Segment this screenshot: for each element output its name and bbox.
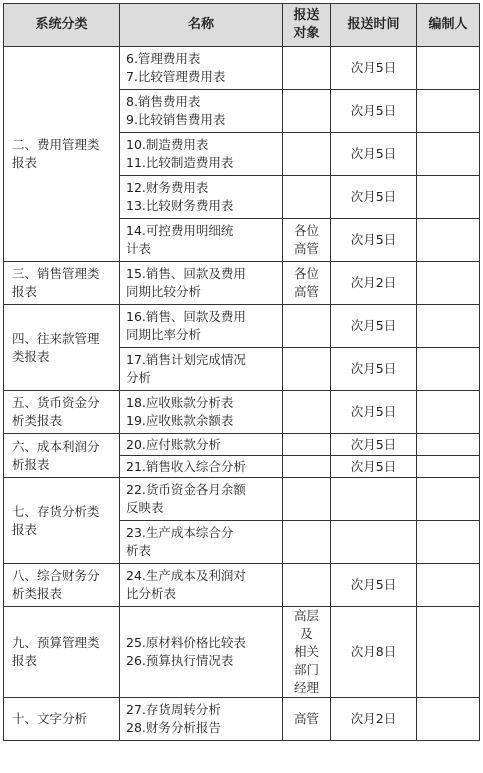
- text-line: 次月2日: [350, 711, 397, 726]
- text-line: 20.应付账款分析: [126, 436, 221, 452]
- text-line: 析类报表: [12, 586, 63, 601]
- text-line: 25.原材料价格比较表: [126, 635, 246, 650]
- time-cell: [331, 607, 417, 698]
- text-line: 同期比较分析: [126, 284, 202, 299]
- time-cell: [331, 219, 417, 262]
- text-line: 17.销售计划完成情况: [126, 352, 246, 367]
- time-cell: [331, 348, 417, 391]
- header-editor: [417, 4, 480, 47]
- name-cell: [120, 607, 283, 698]
- text-line: 次月5日: [350, 577, 397, 592]
- text-line: 二、费用管理类: [12, 137, 100, 152]
- time-cell: [331, 456, 417, 478]
- text-line: 14.可控费用明细统: [126, 223, 234, 238]
- text-line: 各位: [293, 266, 319, 281]
- editor-cell: [417, 348, 480, 391]
- text-line: 18.应收账款分析表: [126, 395, 234, 410]
- text-line: 三、销售管理类: [12, 266, 100, 281]
- editor-cell: [417, 305, 480, 348]
- name-cell: [120, 90, 283, 133]
- text-line: 次月5日: [350, 232, 397, 247]
- text-line: 次月5日: [350, 436, 397, 452]
- text-line: 析报表: [12, 456, 50, 472]
- text-line: 报表: [12, 653, 38, 668]
- name-cell: [120, 219, 283, 262]
- time-cell: [331, 478, 417, 521]
- target-cell: [283, 176, 331, 219]
- name-cell: [120, 262, 283, 305]
- text-line: 部门: [293, 662, 319, 677]
- text-line: 19.应收账款余额表: [126, 413, 234, 428]
- category-cell: [4, 305, 120, 391]
- editor-cell: [417, 47, 480, 90]
- text-line: 高管: [293, 284, 319, 299]
- time-cell: [331, 305, 417, 348]
- editor-cell: [417, 456, 480, 478]
- name-cell: [120, 434, 283, 456]
- text-line: 6.管理费用表: [126, 51, 201, 66]
- target-cell: [283, 391, 331, 434]
- editor-cell: [417, 133, 480, 176]
- text-line: 六、成本利润分: [12, 438, 100, 454]
- header-category: [4, 4, 120, 47]
- editor-cell: [417, 391, 480, 434]
- target-cell: [283, 90, 331, 133]
- category-cell: [4, 391, 120, 434]
- text-line: 十、文字分析: [12, 711, 88, 726]
- target-cell: [283, 698, 331, 741]
- text-line: 报表: [12, 521, 38, 537]
- name-cell: [120, 521, 283, 564]
- editor-cell: [417, 90, 480, 133]
- table-row: [4, 391, 480, 434]
- time-cell: [331, 521, 417, 564]
- time-cell: [331, 434, 417, 456]
- text-line: 12.财务费用表: [126, 180, 209, 195]
- text-line: 次月5日: [350, 60, 397, 75]
- text-line: 名称: [187, 17, 214, 32]
- target-cell: [283, 456, 331, 478]
- header-name: [120, 4, 283, 47]
- text-line: 对象: [293, 26, 320, 41]
- table-row: [4, 262, 480, 305]
- category-cell: [4, 698, 120, 741]
- name-cell: [120, 564, 283, 607]
- table-row: [4, 47, 480, 90]
- text-line: 比分析表: [126, 586, 177, 601]
- text-line: 反映表: [126, 500, 164, 515]
- text-line: 次月2日: [350, 275, 397, 290]
- time-cell: [331, 47, 417, 90]
- category-cell: [4, 47, 120, 262]
- text-line: 报表: [12, 155, 38, 170]
- time-cell: [331, 133, 417, 176]
- text-line: 26.预算执行情况表: [126, 653, 234, 668]
- text-line: 计表: [126, 241, 152, 256]
- category-cell: [4, 262, 120, 305]
- editor-cell: [417, 262, 480, 305]
- text-line: 次月8日: [350, 644, 397, 659]
- header-row: [4, 4, 480, 47]
- text-line: 类报表: [12, 348, 50, 364]
- target-cell: [283, 47, 331, 90]
- time-cell: [331, 698, 417, 741]
- table-body: [4, 47, 480, 741]
- name-cell: [120, 133, 283, 176]
- text-line: 次月5日: [350, 318, 397, 333]
- editor-cell: [417, 434, 480, 456]
- text-line: 八、综合财务分: [12, 568, 100, 583]
- table-row: [4, 564, 480, 607]
- text-line: 次月5日: [350, 458, 397, 474]
- text-line: 编制人: [428, 17, 468, 32]
- editor-cell: [417, 698, 480, 741]
- target-cell: [283, 521, 331, 564]
- text-line: 同期比率分析: [126, 327, 202, 342]
- category-cell: [4, 434, 120, 478]
- time-cell: [331, 176, 417, 219]
- editor-cell: [417, 478, 480, 521]
- text-line: 报表: [12, 284, 38, 299]
- text-line: 经理: [293, 680, 319, 695]
- text-line: 13.比较财务费用表: [126, 198, 234, 213]
- text-line: 七、存货分析类: [12, 503, 100, 519]
- category-cell: [4, 564, 120, 607]
- text-line: 相关: [293, 644, 319, 659]
- text-line: 次月5日: [350, 146, 397, 161]
- report-table: [3, 3, 480, 741]
- time-cell: [331, 564, 417, 607]
- text-line: 次月5日: [350, 361, 397, 376]
- table-row: [4, 305, 480, 348]
- text-line: 16.销售、回款及费用: [126, 309, 246, 324]
- text-line: 8.销售费用表: [126, 94, 201, 109]
- text-line: 及: [300, 626, 313, 641]
- target-cell: [283, 348, 331, 391]
- time-cell: [331, 90, 417, 133]
- name-cell: [120, 348, 283, 391]
- name-cell: [120, 176, 283, 219]
- text-line: 析表: [126, 543, 152, 558]
- text-line: 23.生产成本综合分: [126, 525, 234, 540]
- target-cell: [283, 607, 331, 698]
- table-row: [4, 478, 480, 521]
- text-line: 10.制造费用表: [126, 137, 209, 152]
- text-line: 27.存货周转分析: [126, 702, 221, 717]
- header-time: [331, 4, 417, 47]
- text-line: 次月5日: [350, 103, 397, 118]
- table-row: [4, 698, 480, 741]
- text-line: 24.生产成本及利润对: [126, 568, 246, 583]
- target-cell: [283, 305, 331, 348]
- text-line: 四、往来款管理: [12, 330, 100, 346]
- name-cell: [120, 478, 283, 521]
- text-line: 报送时间: [347, 17, 400, 32]
- text-line: 7.比较管理费用表: [126, 69, 226, 84]
- target-cell: [283, 219, 331, 262]
- text-line: 次月5日: [350, 189, 397, 204]
- text-line: 高管: [293, 711, 319, 726]
- editor-cell: [417, 219, 480, 262]
- table-row: [4, 607, 480, 698]
- text-line: 28.财务分析报告: [126, 720, 221, 735]
- editor-cell: [417, 176, 480, 219]
- text-line: 15.销售、回款及费用: [126, 266, 246, 281]
- editor-cell: [417, 607, 480, 698]
- text-line: 九、预算管理类: [12, 635, 100, 650]
- name-cell: [120, 391, 283, 434]
- editor-cell: [417, 521, 480, 564]
- text-line: 五、货币资金分: [12, 395, 100, 410]
- text-line: 各位: [293, 223, 319, 238]
- text-line: 分析: [126, 370, 152, 385]
- time-cell: [331, 391, 417, 434]
- target-cell: [283, 564, 331, 607]
- name-cell: [120, 698, 283, 741]
- target-cell: [283, 478, 331, 521]
- text-line: 次月5日: [350, 404, 397, 419]
- target-cell: [283, 434, 331, 456]
- text-line: 高层: [293, 608, 319, 623]
- name-cell: [120, 305, 283, 348]
- header-target: [283, 4, 331, 47]
- text-line: 报送: [293, 8, 320, 23]
- text-line: 22.货币资金各月余额: [126, 482, 246, 497]
- text-line: 系统分类: [35, 17, 88, 32]
- target-cell: [283, 262, 331, 305]
- text-line: 21.销售收入综合分析: [126, 458, 246, 474]
- table-row: [4, 434, 480, 456]
- category-cell: [4, 607, 120, 698]
- editor-cell: [417, 564, 480, 607]
- text-line: 11.比较制造费用表: [126, 155, 234, 170]
- text-line: 析类报表: [12, 413, 63, 428]
- time-cell: [331, 262, 417, 305]
- name-cell: [120, 456, 283, 478]
- category-cell: [4, 478, 120, 564]
- target-cell: [283, 133, 331, 176]
- name-cell: [120, 47, 283, 90]
- text-line: 9.比较销售费用表: [126, 112, 226, 127]
- text-line: 高管: [293, 241, 319, 256]
